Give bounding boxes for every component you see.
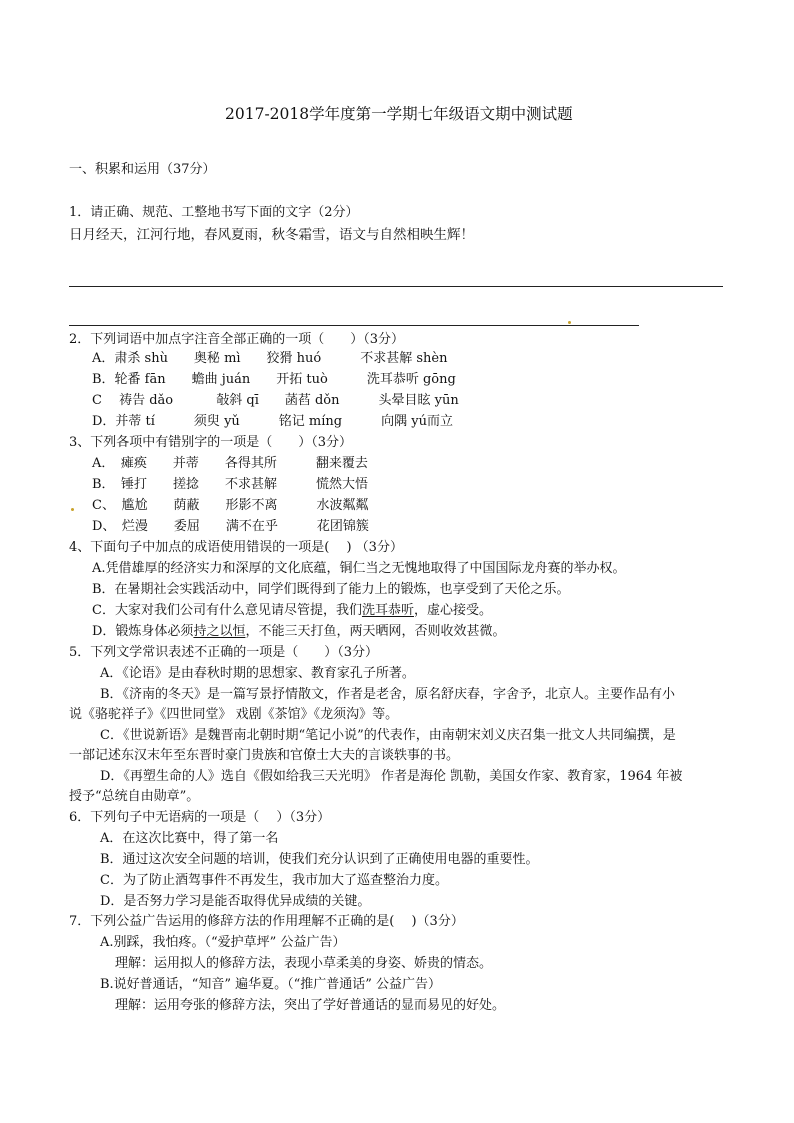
q5-option-a: A．《论语》是由春秋时期的思想家、教育家孔子所著。	[100, 666, 415, 681]
q5-stem: 5．下列文学常识表述不正确的一项是（ ）（3分）	[69, 645, 379, 660]
q3-option-b: B． 锤打 搓捻 不求甚解 慌然大悟	[92, 477, 369, 492]
q3-stem: 3、下列各项中有错别字的一项是（ ）（3分）	[69, 435, 353, 450]
q4-option-b: B．在暑期社会实践活动中，同学们既得到了能力上的锻炼，也享受到了天伦之乐。	[92, 582, 570, 597]
q6-option-c: C．为了防止酒驾事件不再发生，我市加大了巡查整治力度。	[100, 873, 448, 888]
q3-option-d: D、 烂漫 委屈 满不在乎 花团锦簇	[92, 519, 369, 534]
writing-line-2	[69, 325, 639, 326]
q5-option-d-line1: D．《再塑生命的人》选自《假如给我三天光明》 作者是海伦 凯勒，美国女作家、教育家，1964 年被	[100, 769, 683, 784]
q2-stem: 2．下列词语中加点字注音全部正确的一项（ ）（3分）	[69, 332, 405, 347]
q6-option-b: B．通过这次安全问题的培训，使我们充分认识到了正确使用电器的重要性。	[100, 852, 539, 867]
q1-copy-text: 日月经天，江河行地，春风夏雨，秋冬霜雪，语文与自然相映生辉！	[69, 227, 474, 243]
q5-option-d-line2: 授予“总统自由勋章”。	[69, 789, 200, 804]
q3-option-c: C、 尴尬 荫蔽 形影不离 水波粼粼	[92, 498, 369, 513]
q2-option-b: B．轮番 fān 蟾曲 juán 开拓 tuò 洗耳恭听 gōng	[92, 372, 456, 387]
q6-stem: 6．下列句子中无语病的一项是（ ）（3分）	[69, 810, 331, 825]
q1-stem: 1．请正确、规范、工整地书写下面的文字（2分）	[69, 205, 359, 220]
q2-option-c: C 祷告 dǎo 敧斜 qī 菡萏 dǒn 头晕目眩 yūn	[92, 393, 459, 408]
q7-option-a: A.别踩，我怕疼。（“爱护草坪” 公益广告）	[100, 935, 346, 950]
q5-option-c-line1: C．《世说新语》是魏晋南北朝时期“笔记小说”的代表作，由南朝宋刘义庆召集一批文人共同编撰，是	[100, 728, 676, 743]
q6-option-a: A．在这次比赛中，得了第一名	[100, 831, 279, 846]
q7-stem: 7．下列公益广告运用的修辞方法的作用理解不正确的是( )（3分）	[69, 914, 464, 929]
ink-speck	[568, 321, 571, 324]
ink-speck	[71, 508, 74, 511]
q4-stem: 4、下面句子中加点的成语使用错误的一项是( ) （3分）	[69, 540, 403, 555]
q5-option-b-line1: B．《济南的冬天》是一篇写景抒情散文，作者是老舍，原名舒庆春，字舍予，北京人。主要作品有小	[100, 687, 676, 702]
q6-option-d: D．是否努力学习是能否取得优异成绩的关键。	[100, 894, 371, 909]
q5-option-c-line2: 一部记述东汉末年至东晋时豪门贵族和官僚士大夫的言谈轶事的书。	[69, 748, 460, 763]
q7-option-b-note: 理解：运用夸张的修辞方法，突出了学好普通话的显而易见的好处。	[115, 998, 506, 1013]
section-heading: 一、积累和运用（37分）	[69, 162, 216, 177]
q7-option-b: B.说好普通话，“知音” 遍华夏。（“推广普通话” 公益广告）	[100, 977, 442, 992]
q4-option-a: A.凭借雄厚的经济实力和深厚的文化底蕴，铜仁当之无愧地取得了中国国际龙舟赛的举办权。	[92, 561, 626, 576]
q3-option-a: A． 瘫痪 并蒂 各得其所 翻来覆去	[92, 456, 368, 471]
q4-option-c: C．大家对我们公司有什么意见请尽管提，我们洗耳恭听，虚心接受。	[92, 603, 492, 618]
q2-option-d: D．并蒂 tí 须臾 yǔ 铭记 míng 向隅 yú而立	[92, 414, 453, 429]
q2-option-a: A．肃杀 shù 奥秘 mì 狡猾 huó 不求甚解 shèn	[92, 351, 448, 366]
q5-option-b-line2: 说《骆驼祥子》《四世同堂》 戏剧《茶馆》《龙须沟》等。	[69, 707, 399, 722]
dotted-idiom: 洗耳恭听	[361, 603, 414, 618]
page-title: 2017-2018学年度第一学期七年级语文期中测试题	[225, 105, 573, 123]
q7-option-a-note: 理解：运用拟人的修辞方法，表现小草柔美的身姿、娇贵的情态。	[115, 956, 493, 971]
q4-option-d: D．锻炼身体必须持之以恒，不能三天打鱼，两天晒网，否则收效甚微。	[92, 624, 506, 639]
dotted-idiom: 持之以恒	[193, 624, 246, 639]
writing-line-1	[69, 286, 723, 287]
